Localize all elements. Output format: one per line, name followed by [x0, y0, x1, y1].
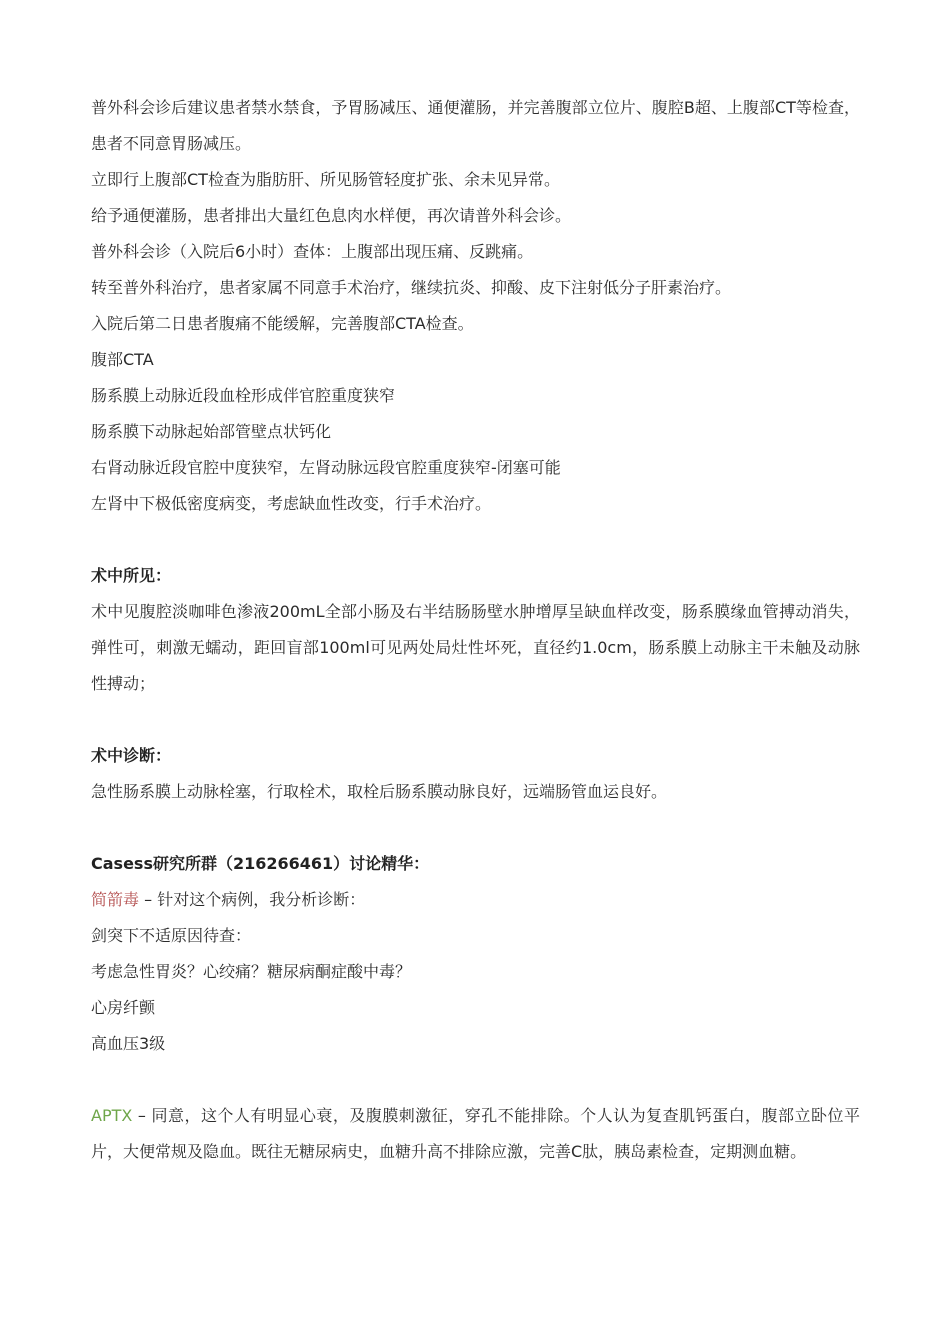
intro-paragraph-consult: 普外科会诊后建议患者禁水禁食，予胃肠减压、通便灌肠，并完善腹部立位片、腹腔B超、上腹部CT等检查，患者不同意胃肠减压。 [91, 98, 860, 153]
cta-finding-kidney: 左肾中下极低密度病变，考虑缺血性改变，行手术治疗。 [91, 494, 492, 513]
intro-paragraph-ct: 立即行上腹部CT检查为脂肪肝、所见肠管轻度扩张、余未见异常。 [91, 170, 560, 189]
findings-heading: 术中所见： [91, 566, 172, 585]
speaker1-line: 考虑急性胃炎？心绞痛？糖尿病酮症酸中毒？ [91, 962, 412, 981]
speaker1-name: 简箭毒 [91, 890, 140, 909]
speaker1-comment [91, 882, 860, 918]
intro-paragraph-cta-order: 入院后第二日患者腹痛不能缓解，完善腹部CTA检查。 [91, 314, 474, 333]
speaker1-line: 高血压3级 [91, 1034, 166, 1053]
speaker1-line: 心房纤颤 [91, 998, 156, 1017]
diagnosis-heading: 术中诊断： [91, 746, 172, 765]
cta-finding-renal: 右肾动脉近段官腔中度狭窄，左肾动脉远段官腔重度狭窄-闭塞可能 [91, 458, 561, 477]
intro-paragraph-exam: 普外科会诊（入院后6小时）查体：上腹部出现压痛、反跳痛。 [91, 242, 534, 261]
speaker1-line: 剑突下不适原因待查： [91, 926, 252, 945]
findings-text: 术中见腹腔淡咖啡色渗液200mL全部小肠及右半结肠肠壁水肿增厚呈缺血样改变，肠系膜缘血管搏动消失，弹性可，刺激无蠕动，距回盲部100ml可见两处局灶性坏死，直径约1.0cm，肠系膜上动脉主干未触及动脉性搏动； [91, 602, 860, 693]
cta-finding-ima: 肠系膜下动脉起始部管壁点状钙化 [91, 422, 332, 441]
cta-title: 腹部CTA [91, 350, 154, 369]
section-spacer [91, 810, 860, 846]
intro-paragraph-transfer: 转至普外科治疗，患者家属不同意手术治疗，继续抗炎、抑酸、皮下注射低分子肝素治疗。 [91, 278, 732, 297]
cta-finding-sma: 肠系膜上动脉近段血栓形成伴官腔重度狭窄 [91, 386, 396, 405]
intro-paragraph-enema: 给予通便灌肠，患者排出大量红色息肉水样便，再次请普外科会诊。 [91, 206, 572, 225]
section-spacer [91, 522, 860, 558]
speaker2-comment [91, 1098, 860, 1170]
section-spacer [91, 1062, 860, 1098]
speaker2-text: – 同意，这个人有明显心衰，及腹膜刺激征，穿孔不能排除。个人认为复查肌钙蛋白，腹部立卧位平片，大便常规及隐血。既往无糖尿病史，血糖升高不排除应激，完善C肽，胰岛素检查，定期测血糖。 [91, 1106, 860, 1161]
speaker1-text: – 针对这个病例，我分析诊断： [139, 890, 366, 909]
diagnosis-text: 急性肠系膜上动脉栓塞，行取栓术，取栓后肠系膜动脉良好，远端肠管血运良好。 [91, 782, 668, 801]
discussion-heading: Casess研究所群（216266461）讨论精华： [91, 854, 430, 873]
speaker2-name: APTX [91, 1106, 133, 1125]
section-spacer [91, 702, 860, 738]
